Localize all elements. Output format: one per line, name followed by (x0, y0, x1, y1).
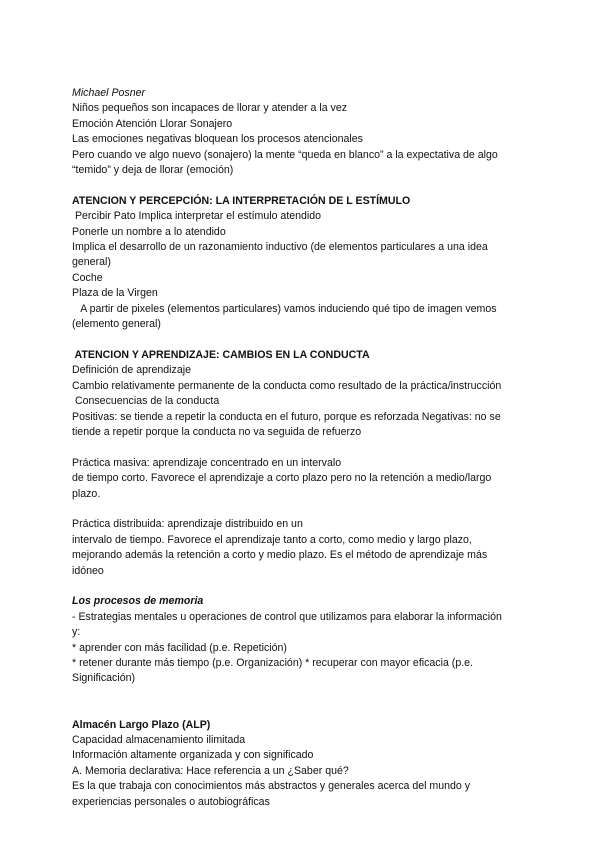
text-line: idóneo (72, 564, 104, 577)
text-line: Información altamente organizada y con significado (72, 749, 314, 762)
text-line: plazo. (72, 487, 101, 500)
text-line: Las emociones negativas bloquean los procesos atencionales (72, 133, 363, 146)
text-line: Cambio relativamente permanente de la conducta como resultado de la práctica/instrucción (72, 379, 502, 392)
text-line: Niños pequeños son incapaces de llorar y atender a la vez (72, 102, 348, 115)
text-line: Emoción Atención Llorar Sonajero (72, 117, 233, 130)
section-heading: Almacén Largo Plazo (ALP) (72, 718, 211, 731)
text-line: (elemento general) (72, 318, 161, 331)
spacer (72, 178, 532, 193)
text-line: Práctica masiva: aprendizaje concentrado en un intervalo (72, 456, 342, 469)
spacer (72, 502, 532, 517)
text-line: “temido” y deja de llorar (emoción) (72, 164, 234, 177)
text-line: Práctica distribuida: aprendizaje distribuido en un (72, 518, 303, 531)
text-line: Ponerle un nombre a lo atendido (72, 225, 226, 238)
section-heading: ATENCION Y APRENDIZAJE: CAMBIOS EN LA CONDUCTA (72, 348, 370, 361)
text-line: Significación) (72, 672, 136, 685)
text-line: Percibir Pato Implica interpretar el estímulo atendido (72, 210, 322, 223)
text-line: experiencias personales o autobiográficas (72, 795, 270, 808)
text-line: y: (72, 626, 81, 639)
text-line: Consecuencias de la conducta (72, 395, 220, 408)
section-heading: ATENCION Y PERCEPCIÓN: LA INTERPRETACIÓN DE L ESTÍMULO (72, 194, 411, 207)
text-line: A. Memoria declarativa: Hace referencia a un ¿Saber qué? (72, 764, 349, 777)
text-line: Implica el desarrollo de un razonamiento inductivo (de elementos particulares a una idea (72, 241, 488, 254)
text-line: Capacidad almacenamiento ilimitada (72, 733, 246, 746)
text-line: - Estrategias mentales u operaciones de control que utilizamos para elaborar la información (72, 610, 502, 623)
text-line: Definición de aprendizaje (72, 364, 191, 377)
text-line: de tiempo corto. Favorece el aprendizaje a corto plazo pero no la retención a medio/largo (72, 472, 492, 485)
text-line: Pero cuando ve algo nuevo (sonajero) la mente “queda en blanco” a la expectativa de algo (72, 148, 498, 161)
spacer (72, 687, 532, 702)
section-heading: Los procesos de memoria (72, 595, 204, 608)
spacer (72, 440, 532, 455)
spacer (72, 579, 532, 594)
text-line: Positivas: se tiende a repetir la conducta en el futuro, porque es reforzada Negativas: no se (72, 410, 501, 423)
text-line: Es la que trabaja con conocimientos más abstractos y generales acerca del mundo y (72, 780, 471, 793)
text-line: * retener durante más tiempo (p.e. Organización) * recuperar con mayor eficacia (p.e. (72, 656, 473, 669)
text-line: tiende a repetir porque la conducta no va seguida de refuerzo (72, 425, 362, 438)
text-line: intervalo de tiempo. Favorece el aprendizaje tanto a corto, como medio y largo plazo, (72, 533, 472, 546)
text-line: general) (72, 256, 111, 269)
spacer (72, 332, 532, 347)
author-name: Michael Posner (72, 87, 146, 99)
text-line: Plaza de la Virgen (72, 287, 158, 300)
text-line: * aprender con más facilidad (p.e. Repetición) (72, 641, 287, 654)
spacer (72, 702, 532, 717)
text-line: A partir de pixeles (elementos particulares) vamos induciendo qué tipo de imagen vemos (72, 302, 497, 315)
document-body (72, 86, 532, 810)
text-line: mejorando además la retención a corto y medio plazo. Es el método de aprendizaje más (72, 549, 488, 562)
text-line: Coche (72, 271, 103, 284)
